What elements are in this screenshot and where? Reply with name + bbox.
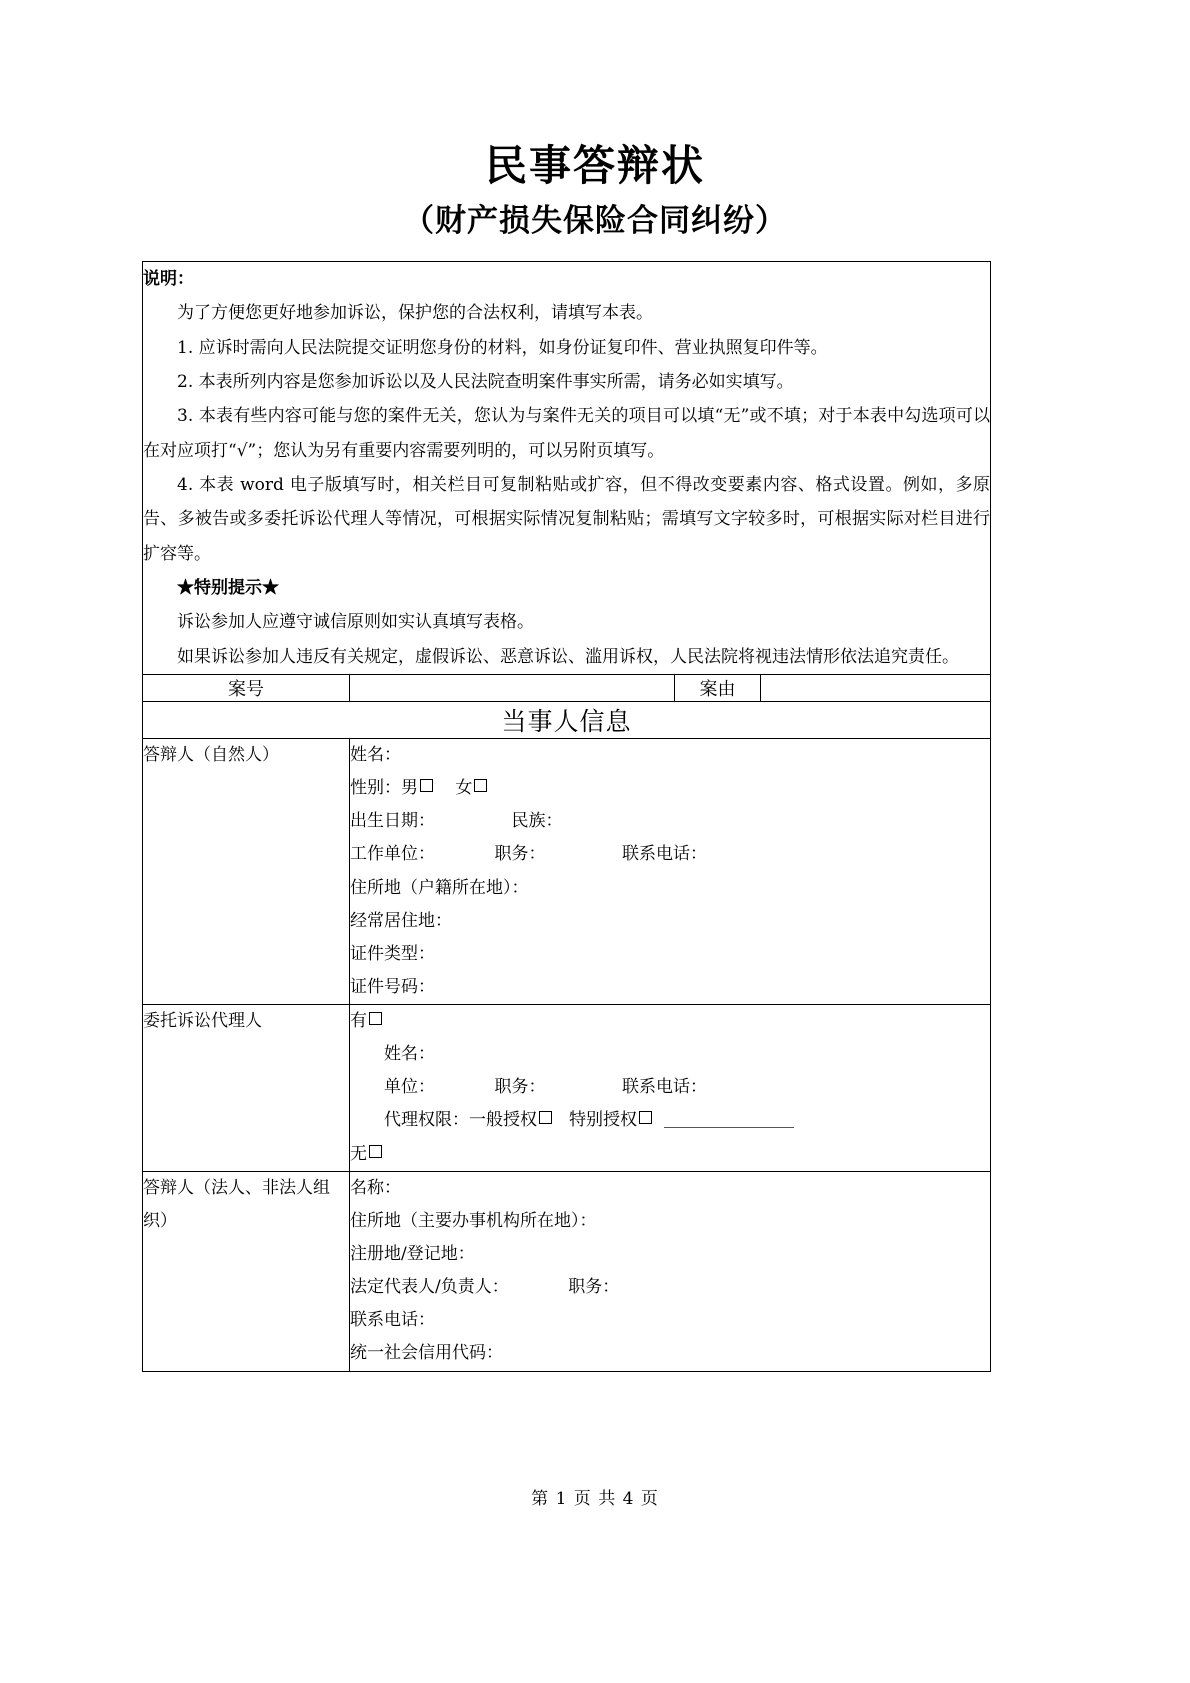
respondent-natural-person-fields[interactable] — [350, 738, 991, 1004]
checkbox-female[interactable] — [474, 779, 487, 792]
case-number-label: 案号 — [143, 674, 350, 701]
notice-line-2: 如果诉讼参加人违反有关规定，虚假诉讼、恶意诉讼、滥用诉权，人民法院将视违法情形依法追究责任。 — [177, 646, 959, 667]
checkbox-male[interactable] — [420, 779, 433, 792]
legal-field-name[interactable]: 名称： — [350, 1177, 401, 1198]
instruction-line-4: 4. 本表 word 电子版填写时，相关栏目可复制粘贴或扩容，但不得改变要素内容、格式设置。例如，多原告、多被告或多委托诉讼代理人等情况，可根据实际情况复制粘贴；需填写文字较多时，可根据实际对栏目进行扩容等。 — [143, 474, 991, 564]
case-row — [143, 674, 991, 701]
entrusted-agent-label: 委托诉讼代理人 — [143, 1005, 350, 1172]
instruction-line-intro: 为了方便您更好地参加诉讼，保护您的合法权利，请填写本表。 — [177, 303, 653, 324]
field-id-type[interactable]: 证件类型： — [350, 943, 435, 964]
respondent-legal-person-row — [143, 1171, 991, 1371]
agent-field-authority[interactable]: 代理权限：一般授权 特别授权 — [350, 1104, 990, 1137]
checkbox-agent-yes[interactable] — [369, 1012, 382, 1025]
agent-field-name[interactable]: 姓名： — [384, 1044, 435, 1065]
legal-field-domicile[interactable]: 住所地（主要办事机构所在地）： — [350, 1210, 597, 1231]
field-birthdate-ethnicity[interactable]: 出生日期： 民族： — [350, 811, 563, 832]
legal-field-phone[interactable]: 联系电话： — [350, 1310, 435, 1331]
field-id-number[interactable]: 证件号码： — [350, 976, 435, 997]
page-footer: 第 1 页 共 4 页 — [531, 1489, 659, 1509]
agent-has-option[interactable]: 有 — [350, 1005, 990, 1038]
field-habitual-residence[interactable]: 经常居住地： — [350, 910, 452, 931]
field-gender[interactable]: 性别：男 女 — [350, 772, 990, 805]
agent-none-option[interactable]: 无 — [350, 1138, 990, 1171]
instruction-line-1: 1. 应诉时需向人民法院提交证明您身份的材料，如身份证复印件、营业执照复印件等。 — [177, 337, 828, 358]
respondent-legal-person-fields[interactable] — [350, 1171, 991, 1371]
section-title-party-info: 当事人信息 — [143, 701, 991, 738]
instructions-heading: 说明： — [143, 269, 194, 289]
title-block — [0, 0, 1190, 242]
respondent-legal-person-label: 答辩人（法人、非法人组织） — [143, 1171, 350, 1371]
field-employer-position-phone[interactable]: 工作单位： 职务： 联系电话： — [350, 844, 707, 865]
page-subtitle: （财产损失保险合同纠纷） — [403, 202, 787, 239]
case-cause-label: 案由 — [675, 674, 761, 701]
instructions-row — [143, 262, 991, 675]
checkbox-general-authorization[interactable] — [539, 1111, 552, 1124]
respondent-natural-person-label: 答辩人（自然人） — [143, 738, 350, 1004]
case-number-input[interactable] — [350, 674, 675, 701]
instruction-line-3: 3. 本表有些内容可能与您的案件无关，您认为与案件无关的项目可以填“无”或不填；对于本表中勾选项可以在对应项打“√”；您认为另有重要内容需要列明的，可以另附页填写。 — [143, 406, 991, 461]
section-header-row — [143, 701, 991, 738]
page-title: 民事答辩状 — [484, 141, 705, 190]
field-domicile[interactable]: 住所地（户籍所在地）： — [350, 877, 529, 898]
party-information-form — [142, 261, 991, 1372]
field-name[interactable]: 姓名： — [350, 744, 401, 765]
case-cause-input[interactable] — [761, 674, 991, 701]
authorization-blank-line[interactable] — [664, 1127, 794, 1128]
legal-field-representative-position[interactable]: 法定代表人/负责人： 职务： — [350, 1277, 620, 1298]
checkbox-agent-none[interactable] — [369, 1145, 382, 1158]
respondent-natural-person-row — [143, 738, 991, 1004]
legal-field-credit-code[interactable]: 统一社会信用代码： — [350, 1343, 503, 1364]
instruction-line-2: 2. 本表所列内容是您参加诉讼以及人民法院查明案件事实所需，请务必如实填写。 — [177, 371, 794, 392]
legal-field-registration-place[interactable]: 注册地/登记地： — [350, 1244, 475, 1265]
entrusted-agent-row — [143, 1005, 991, 1172]
instructions-cell — [143, 262, 991, 675]
checkbox-special-authorization[interactable] — [639, 1111, 652, 1124]
entrusted-agent-fields[interactable] — [350, 1005, 991, 1172]
notice-line-1: 诉讼参加人应遵守诚信原则如实认真填写表格。 — [177, 612, 534, 633]
agent-field-unit-position-phone[interactable]: 单位： 职务： 联系电话： — [384, 1077, 707, 1098]
special-notice-heading: ★特别提示★ — [177, 577, 279, 598]
